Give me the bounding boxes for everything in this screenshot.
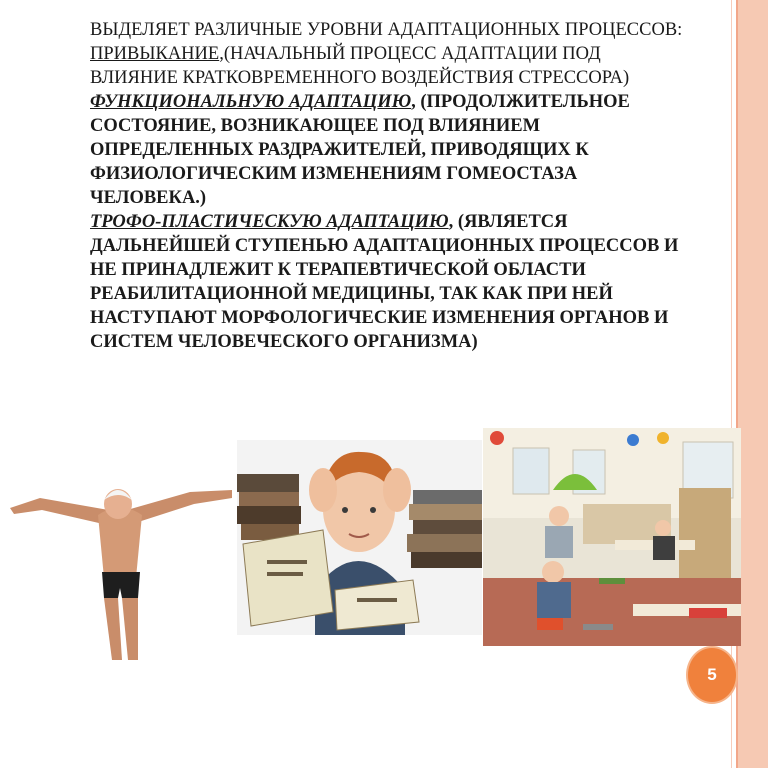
desc-habituation: ,(НАЧАЛЬНЫЙ ПРОЦЕСС АДАПТАЦИИ ПОД ВЛИЯНИЕ КРАТКОВРЕМЕННОГО ВОЗДЕЙСТВИЯ СТРЕССОРА): [90, 44, 630, 88]
item-trophoplastic: [50, 210, 690, 354]
term-habituation: ПРИВЫКАНИЕ: [90, 44, 220, 64]
intro-line: ВЫДЕЛЯЕТ РАЗЛИЧНЫЕ УРОВНИ АДАПТАЦИОННЫХ ПРОЦЕССОВ:: [90, 20, 683, 40]
classroom-image: [483, 428, 741, 646]
boy-with-books-image: [237, 440, 482, 635]
term-functional: ФУНКЦИОНАЛЬНУЮ АДАПТАЦИЮ: [90, 92, 412, 112]
desc-trophoplastic: , (ЯВЛЯЕТСЯ ДАЛЬНЕЙШЕЙ СТУПЕНЬЮ АДАПТАЦИОННЫХ ПРОЦЕССОВ И НЕ ПРИНАДЛЕЖИТ К ТЕРАПЕВТИЧЕСКОЙ ОБЛАСТИ РЕАБИЛИТАЦИОННОЙ МЕДИЦИНЫ, ТАК КАК ПРИ НЕЙ НАСТУПАЮТ МОРФОЛОГИЧЕСКИЕ ИЗМЕНЕНИЯ ОРГАНОВ И СИСТЕМ ЧЕЛОВЕЧЕСКОГО ОРГАНИЗМА): [90, 212, 679, 352]
slide-text: [50, 18, 690, 354]
desc-functional: , (ПРОДОЛЖИТЕЛЬНОЕ СОСТОЯНИЕ, ВОЗНИКАЮЩЕЕ ПОД ВЛИЯНИЕМ ОПРЕДЕЛЕННЫХ РАЗДРАЖИТЕЛЕЙ, ПРИВОДЯЩИХ К ФИЗИОЛОГИЧЕСКИМ ИЗМЕНЕНИЯМ ГОМЕОСТАЗА ЧЕЛОВЕКА.): [90, 92, 630, 208]
page-number-badge: 5: [686, 646, 738, 704]
swimmer-image: [0, 460, 240, 670]
slide-edge-decoration: [738, 0, 768, 768]
item-functional: [50, 90, 690, 210]
slide-edge-line: [736, 0, 738, 768]
term-trophoplastic: ТРОФО-ПЛАСТИЧЕСКУЮ АДАПТАЦИЮ: [90, 212, 449, 232]
slide-edge-line-thin: [731, 0, 732, 768]
item-habituation: [50, 42, 690, 90]
